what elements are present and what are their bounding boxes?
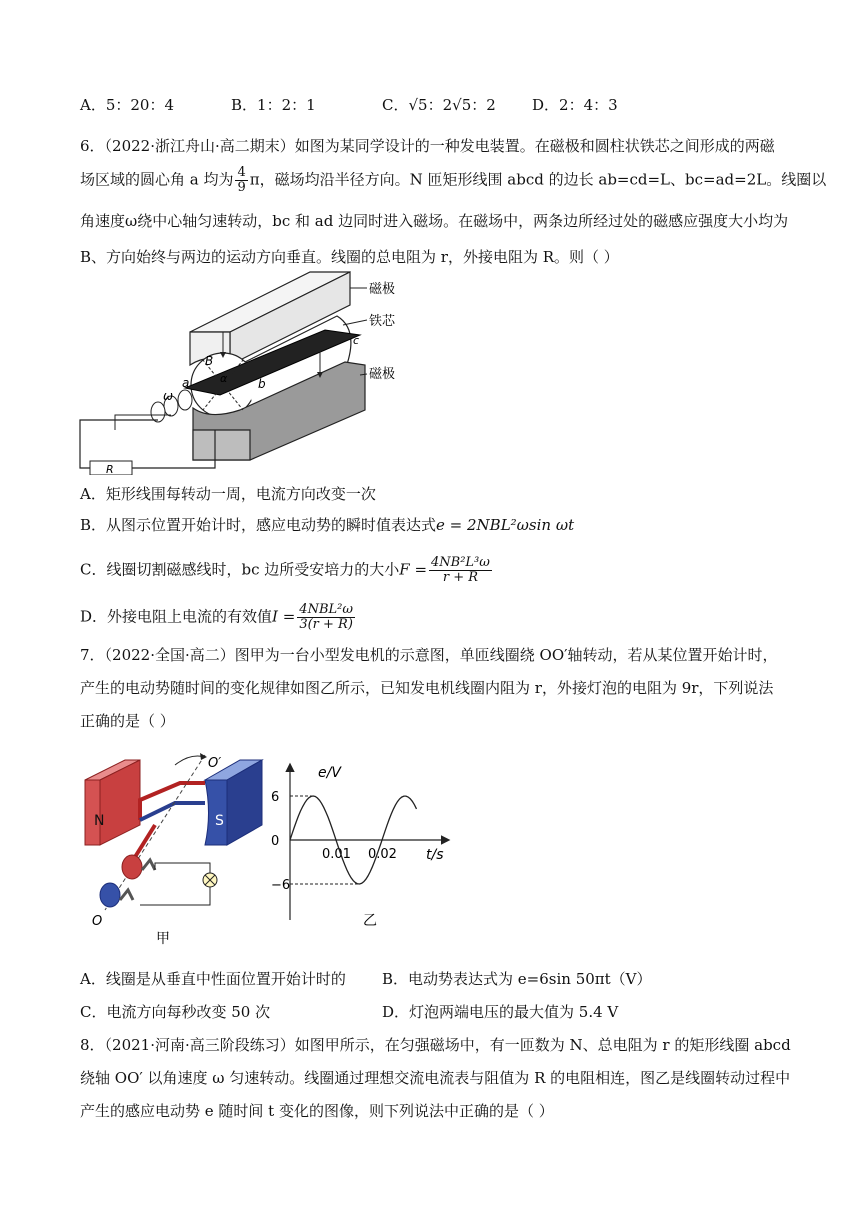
svg-text:b: b <box>258 377 266 391</box>
q7-stem-line-1: 7．（2022·全国·高二）图甲为一台小型发电机的示意图，单匝线圈绕 OO′轴转动，若从某位置开始计时， <box>80 646 778 664</box>
svg-text:a: a <box>182 376 190 390</box>
q5-option-a: A．5：20：4 <box>80 96 175 114</box>
svg-text:ω: ω <box>163 389 174 403</box>
generator-figure <box>75 270 415 475</box>
q6-stem-line-4: B、方向始终与两边的运动方向垂直。线圈的总电阻为 r，外接电阻为 R。则（ ） <box>80 248 619 266</box>
y-axis-label: e/V <box>318 765 341 781</box>
y-tick-label: 6 <box>271 790 280 805</box>
q6-option-b: B．从图示位置开始计时，感应电动势的瞬时值表达式e = 2NBL²ωsin ωt <box>80 516 575 534</box>
svg-text:O′: O′ <box>208 756 222 771</box>
q5-option-d: D．2：4：3 <box>532 96 618 114</box>
x-tick-label: 0.01 <box>322 847 351 862</box>
q6-option-c: C．线圈切割磁感线时，bc 边所受安培力的大小F = $\frac{\text{4NB²L³ω}}{r + R}$ <box>80 555 490 585</box>
q6-stem-line-2: 场区域的圆心角 a 均为 $\frac{4}{9}$ π，磁场均沿半径方向。N 匝矩形线围 abcd 的边长 ab=cd=L、bc=ad=2L。线圈以 <box>80 165 827 195</box>
svg-text:O: O <box>92 914 103 929</box>
south-pole-label: S <box>215 813 224 829</box>
q6-stem-line-1: 6．（2022·浙江舟山·高二期末）如图为某同学设计的一种发电装置。在磁极和圆柱状铁芯之间形成的两磁 <box>80 137 775 155</box>
north-pole-label: N <box>94 813 105 829</box>
svg-text:R: R <box>106 463 114 475</box>
q7-option-c: C．电流方向每秒改变 50 次 <box>80 1003 271 1021</box>
bottom-pole-label: 磁极 <box>369 367 396 382</box>
y-tick-label: −6 <box>271 878 291 893</box>
generator-jia-figure <box>80 745 270 950</box>
q7-stem-line-2: 产生的电动势随时间的变化规律如图乙所示，已知发电机线圈内阻为 r，外接灯泡的电阻为 9r，下列说法 <box>80 679 774 697</box>
svg-text:c: c <box>353 334 360 347</box>
q5-option-b: B．1：2：1 <box>231 96 316 114</box>
x-tick-label: 0.02 <box>368 847 397 862</box>
q7-stem-line-3: 正确的是（ ） <box>80 712 175 730</box>
y-tick-label: 0 <box>271 834 280 849</box>
figure-yi-caption: 乙 <box>363 913 377 929</box>
core-label: 铁芯 <box>369 314 396 329</box>
q7-option-d: D．灯泡两端电压的最大值为 5.4 V <box>382 1003 619 1021</box>
svg-text:B: B <box>205 354 214 368</box>
top-pole-label: 磁极 <box>369 282 396 297</box>
q8-stem-line-2: 绕轴 OO′ 以角速度 ω 匀速转动。线圈通过理想交流电流表与阻值为 R 的电阻相连，图乙是线圈转动过程中 <box>80 1069 791 1087</box>
q8-stem-line-3: 产生的感应电动势 e 随时间 t 变化的图像，则下列说法中正确的是（ ） <box>80 1102 554 1120</box>
angle-fraction: $\frac{4}{9}$ <box>237 165 246 195</box>
x-axis-label: t/s <box>426 847 444 863</box>
q6-stem-line-3: 角速度ω绕中心轴匀速转动，bc 和 ad 边同时进入磁场。在磁场中，两条边所经过处的磁感应强度大小均为 <box>80 212 789 230</box>
emf-time-chart <box>268 760 458 940</box>
q6-option-d: D．外接电阻上电流的有效值I = $\frac{\text{4NBL²ω}}{3(r + R)}$ <box>80 602 353 632</box>
figure-jia-caption: 甲 <box>156 931 170 947</box>
q6-option-a: A．矩形线围每转动一周，电流方向改变一次 <box>80 485 376 503</box>
svg-text:α: α <box>220 372 228 385</box>
q7-option-b: B．电动势表达式为 e=6sin 50πt（V） <box>382 970 652 988</box>
q8-stem-line-1: 8．（2021·河南·高三阶段练习）如图甲所示，在匀强磁场中，有一匝数为 N、总电阻为 r 的矩形线圈 abcd <box>80 1036 791 1054</box>
q7-option-a: A．线圈是从垂直中性面位置开始计时的 <box>80 970 346 988</box>
q5-option-c: C．√5：2√5：2 <box>382 96 496 114</box>
